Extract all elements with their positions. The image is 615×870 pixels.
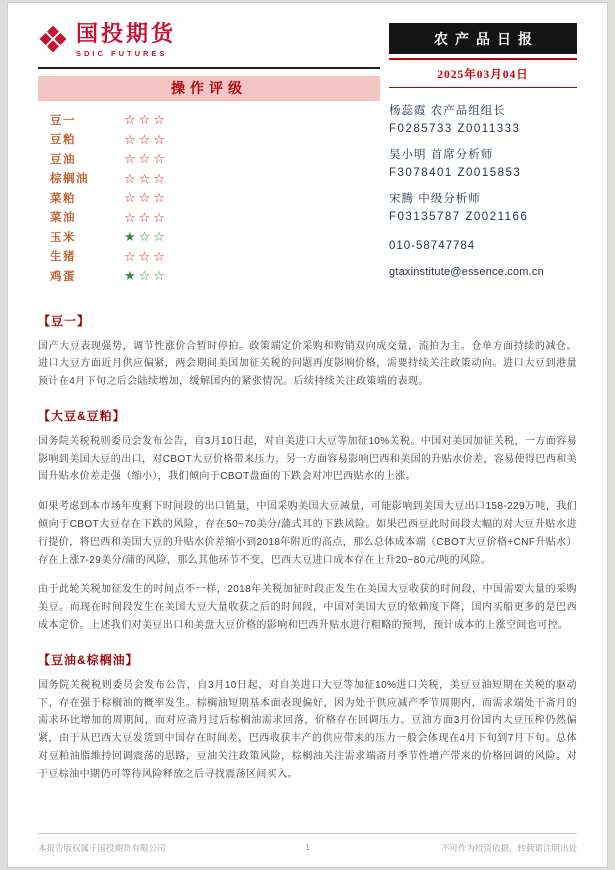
brand-logo-icon [38,24,68,54]
analyst-codes: F0285733 Z0011333 [389,123,521,135]
report-body [38,312,577,784]
contact-phone: 010-58747784 [389,240,476,252]
copyright-text: 本报告版权属于国投期货有限公司 [38,843,166,853]
star-rating: ☆☆☆ [124,209,168,225]
commodity-name: 生猪 [50,251,76,264]
star-rating: ★☆☆ [124,268,168,284]
star-rating: ☆☆☆ [124,170,168,186]
rating-row [50,110,380,130]
commodity-name: 玉米 [50,231,76,244]
section-paragraph: 国产大豆表现强势，调节性涨价合暂时停拍。政策端定价采购和购销双向成交量，流拍为主。仓单方面持续的减仓。进口大豆方面近月供应偏紧，两会期间美国加征关税的问题再度影响价格，需要持续关注政策动向。进口大豆到港量预计在4月下旬之后会陆续增加，缓解国内的紧张情况。后续持续关注政策端的表现。 [38,340,577,388]
section-paragraph: 由于此轮关税加征发生的时间点不一样，2018年关税加征时段正发生在美国大豆收获的时间段，中国需要大量的采购美豆。而现在时间段发生在美国大豆大量收获之后的时间段，中国对美国大豆的依赖度下降，国内买船更多的是巴西成本定价。上述我们对美豆出口和美盘大豆价格的影响和巴西升贴水进行粗略的预判，预计成本的上涨空间也可控。 [38,584,577,632]
section-heading-douyi: 【豆一】 [38,313,91,328]
rating-row [50,208,380,228]
section-paragraph: 如果考虑到本市场年度剩下时间段的出口销量，中国采购美国大豆减量，可能影响到美国大豆出口158-229万吨，我们倾向于CBOT大豆存在下跌的风险，存在50~70美分/蒲式耳的下跌风险。如果巴西豆此时间段大幅的对大豆升贴水进行提价，将巴西和美国大豆的升贴水价差缩小到2018年附近的高点，那么总体成本端（CBOT大豆价格+CNF升贴水）存在上涨7-29美分/蒲的风险，那么其他环节不变，巴西大豆进口成本存在上升20~80元/吨的风险。 [38,501,577,566]
brand-name-cn: 国投期货 [76,21,177,46]
section-heading-douyou-zonglvyou: 【豆油&棕榈油】 [38,652,139,667]
commodity-name: 菜粕 [50,192,76,205]
disclaimer-text: 不可作为投资依据，转载请注明出处 [440,843,577,853]
rating-panel-title: 操作评级 [38,76,380,101]
commodity-name: 豆一 [50,114,76,127]
star-rating: ☆☆☆ [124,112,168,128]
page-number: 1 [305,842,310,852]
commodity-name: 鸡蛋 [50,270,76,283]
rating-row [50,149,380,169]
analyst-codes: F03135787 Z0021166 [389,211,529,223]
rating-row [50,169,380,189]
section-paragraph: 国务院关税税则委员会发布公告，自3月10日起，对自美进口大豆等加征10%关税。中国对美国加征关税，一方面容易影响到美国大豆的出口，对CBOT大豆价格带来压力，另一方面容易影响巴西和美国的升贴水价差，容易使得巴西和美国升贴水价差走强（缩小），我们倾向于CBOT盘面的下跌会对冲巴西贴水的上涨。 [38,435,577,483]
report-title: 农产品日报 [389,23,577,54]
commodity-name: 菜油 [50,212,76,225]
section-heading-dadou-doupo: 【大豆&豆粕】 [38,408,126,423]
rating-row [50,227,380,247]
analyst-panel [389,102,577,278]
star-rating: ☆☆☆ [124,190,168,206]
header-area [38,23,577,286]
star-rating: ☆☆☆ [124,131,168,147]
commodity-name: 豆油 [50,153,76,166]
star-rating: ★☆☆ [124,229,168,245]
commodity-name: 棕榈油 [50,173,89,186]
page-footer [38,833,577,854]
contact-email[interactable]: gtaxinstitute@essence.com.cn [389,266,544,278]
analyst-codes: F3078401 Z0015853 [389,167,522,179]
star-rating: ☆☆☆ [124,248,168,264]
report-date: 2025年03月04日 [389,58,577,88]
left-column [38,23,380,286]
analyst-name: 杨蕊霞 农产品组组长 [389,105,506,117]
rating-row [50,130,380,150]
star-rating: ☆☆☆ [124,151,168,167]
rating-row [50,266,380,286]
report-page [7,2,608,868]
brand-logo [38,23,380,69]
right-column [389,23,577,286]
brand-name-en: SDIC FUTURES [76,49,168,58]
brand-text [76,23,176,58]
analyst-name: 吴小明 首席分析师 [389,149,494,161]
rating-list [38,110,380,286]
analyst-name: 宋腾 中级分析师 [389,193,481,205]
rating-row [50,247,380,267]
section-paragraph: 国务院关税税则委员会发布公告，自3月10日起，对自美进口大豆等加征10%进口关税，美豆豆油短期在关税的驱动下，存在强于棕榈油的概率发生。棕榈油短期基本面表现偏好，因为处于供应减产季节周期内，而需求端处于斋月的需求环比增加的周期间，而对应斋月过后棕榈油需求回落，价格存在回调压力。豆油方面3月份国内大豆压榨仍然偏紧，由于从巴西大豆发货到中国存在时间差，巴西收获丰产的供应带来的压力一般会体现在4月下旬到7月下旬。总体对豆粕油脂维持回调震荡的思路，豆油关注政策风险，棕榈油关注需求端斋月季节性增产带来的价格回调的风险。对于豆棕油中期仍可等待风险释放之后寻找震荡区间买入。 [38,679,577,780]
commodity-name: 豆粕 [50,134,76,147]
rating-row [50,188,380,208]
